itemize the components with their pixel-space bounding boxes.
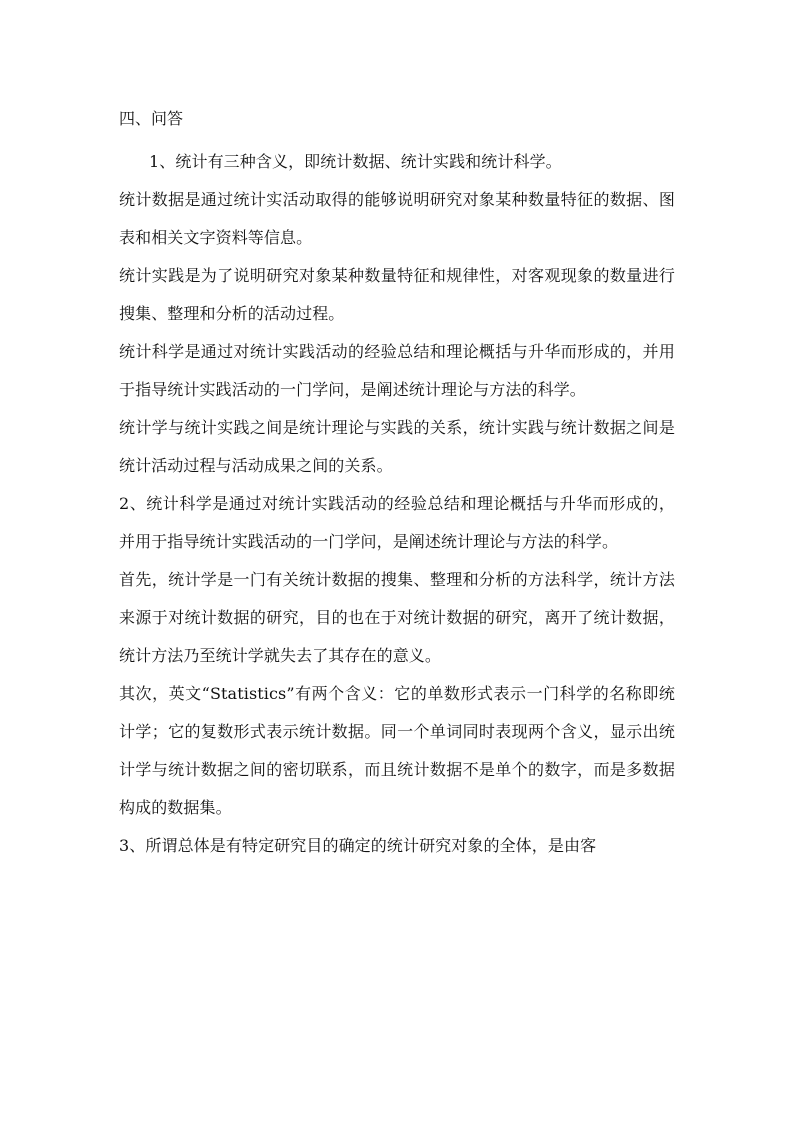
statistical-science-paragraph: 统计科学是通过对统计实践活动的经验总结和理论概括与升华而形成的，并用于指导统计实践活动的一门学问，是阐述统计理论与方法的科学。 <box>119 342 675 399</box>
section-heading: 四、问答 <box>119 109 184 128</box>
statistical-practice-paragraph: 统计实践是为了说明研究对象某种数量特征和规律性，对客观现象的数量进行搜集、整理和分析的活动过程。 <box>119 266 675 323</box>
document-body <box>119 103 675 865</box>
statistical-data-paragraph: 统计数据是通过统计实活动取得的能够说明研究对象某种数量特征的数据、图表和相关文字资料等信息。 <box>119 190 675 247</box>
firstly-paragraph: 首先，统计学是一门有关统计数据的搜集、整理和分析的方法科学，统计方法来源于对统计数据的研究，目的也在于对统计数据的研究，离开了统计数据，统计方法乃至统计学就失去了其存在的意义。 <box>119 570 675 665</box>
relationship-paragraph: 统计学与统计实践之间是统计理论与实践的关系，统计实践与统计数据之间是统计活动过程与活动成果之间的关系。 <box>119 418 675 475</box>
answer-2-paragraph: 2、统计科学是通过对统计实践活动的经验总结和理论概括与升华而形成的，并用于指导统计实践活动的一门学问，是阐述统计理论与方法的科学。 <box>119 494 675 551</box>
secondly-paragraph: 其次，英文“Statistics”有两个含义：它的单数形式表示一门科学的名称即统计学；它的复数形式表示统计数据。同一个单词同时表现两个含义，显示出统计学与统计数据之间的密切联系，而且统计数据不是单个的数字，而是多数据构成的数据集。 <box>119 684 675 817</box>
answer-1-paragraph: 1、统计有三种含义，即统计数据、统计实践和统计科学。 <box>149 152 562 171</box>
answer-3-paragraph: 3、所谓总体是有特定研究目的确定的统计研究对象的全体，是由客 <box>119 836 597 855</box>
